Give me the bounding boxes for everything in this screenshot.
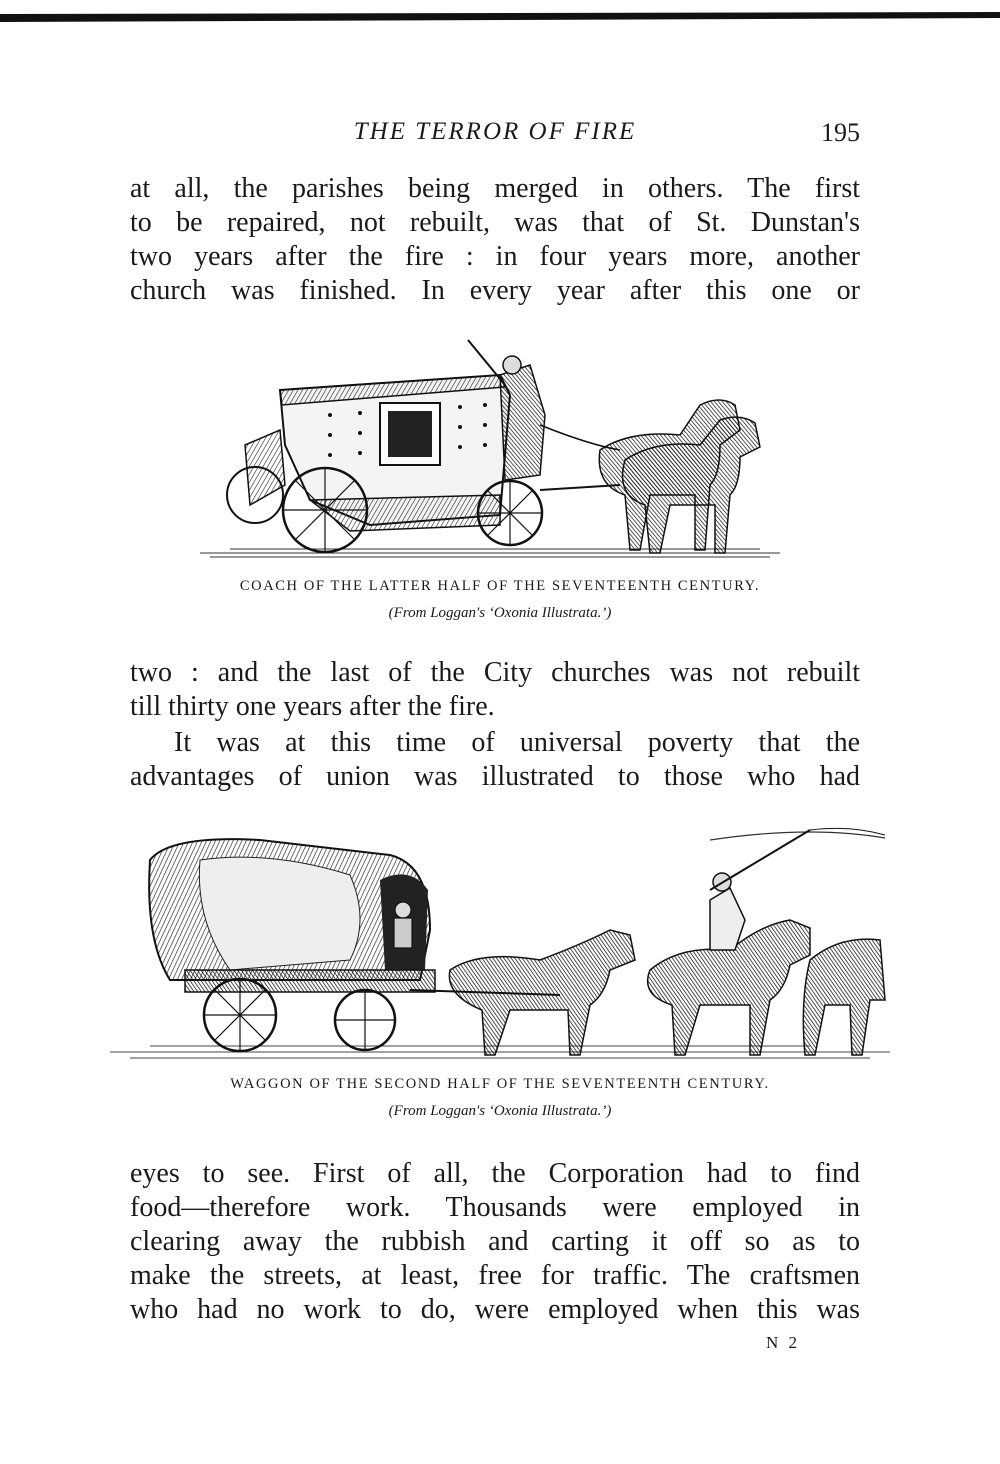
paragraph-4 xyxy=(130,1157,860,1327)
running-header xyxy=(130,118,860,152)
coach-figure-caption: COACH OF THE LATTER HALF OF THE SEVENTEENTH CENTURY. xyxy=(239,578,761,594)
text-line: who had no work to do, were employed when this was xyxy=(130,1294,860,1325)
waggon-figure-credit: (From Loggan's ‘Oxonia Illustrata.’) xyxy=(388,1103,612,1119)
paragraph-2 xyxy=(130,656,860,724)
waggon-figure-caption: WAGGON OF THE SECOND HALF OF THE SEVENTEENTH CENTURY. xyxy=(230,1076,770,1092)
paragraph-3 xyxy=(130,726,860,794)
coach-figure-credit: (From Loggan's ‘Oxonia Illustrata.’) xyxy=(388,605,612,621)
text-line: advantages of union was illustrated to those who had xyxy=(130,761,860,792)
text-line: clearing away the rubbish and carting it off so as to xyxy=(130,1226,860,1257)
waggon-engraving xyxy=(110,820,890,1070)
text-line: It was at this time of universal poverty that the xyxy=(174,727,860,758)
page-number: 195 xyxy=(821,118,860,147)
text-line: food—therefore work. Thousands were employed in xyxy=(130,1192,860,1223)
text-line: two : and the last of the City churches was not rebuilt xyxy=(130,657,860,688)
paragraph-1 xyxy=(130,172,860,308)
text-line: at all, the parishes being merged in others. The first xyxy=(130,173,860,204)
text-line: make the streets, at least, free for traffic. The craftsmen xyxy=(130,1260,860,1291)
signature-mark: N 2 xyxy=(766,1333,801,1352)
text-line: two years after the fire : in four years more, another xyxy=(130,241,860,272)
text-line: to be repaired, not rebuilt, was that of St. Dunstan's xyxy=(130,207,860,238)
text-line: till thirty one years after the fire. xyxy=(130,691,495,722)
coach-engraving xyxy=(200,335,780,565)
top-border-rule xyxy=(0,8,1000,22)
text-line: church was finished. In every year after this one or xyxy=(130,275,860,306)
running-title: THE TERROR OF FIRE xyxy=(353,118,637,145)
text-line: eyes to see. First of all, the Corporation had to find xyxy=(130,1158,860,1189)
